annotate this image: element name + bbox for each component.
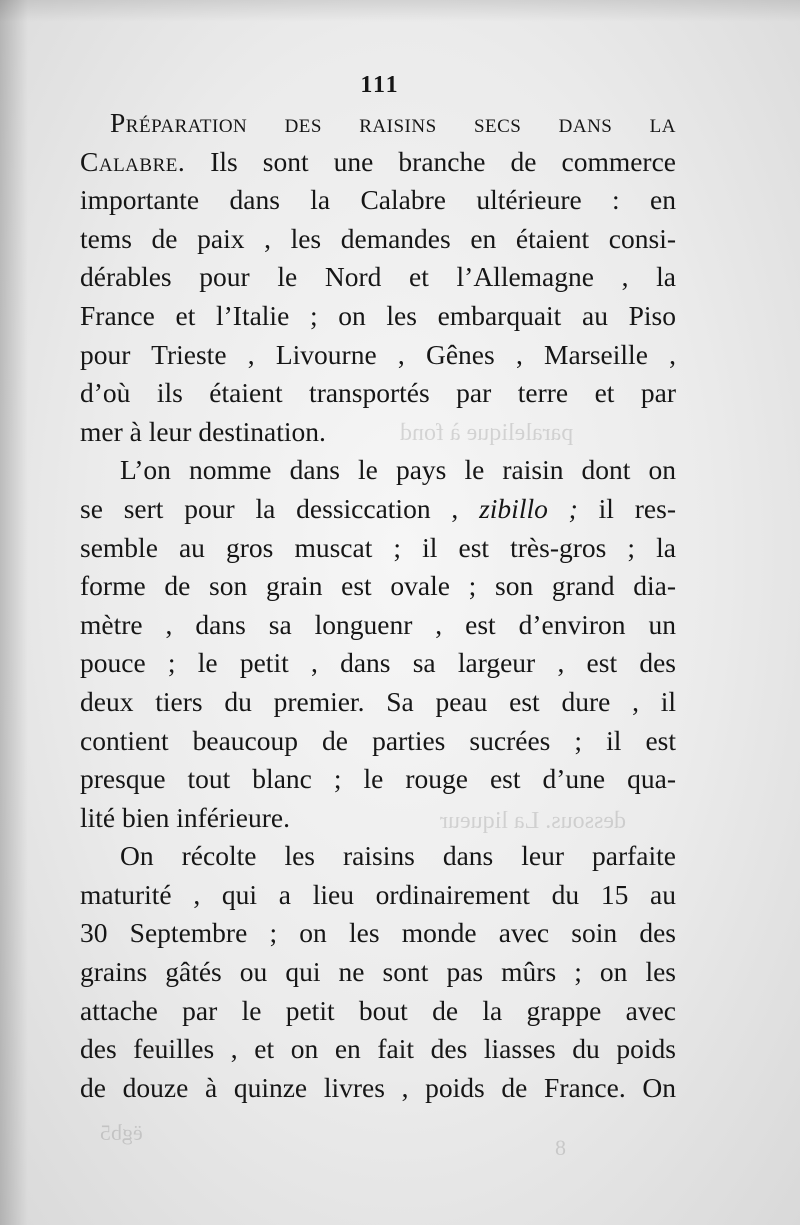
text-line: d’où ils étaient transportés par terre et par bbox=[80, 377, 676, 409]
text-line: dérables pour le Nord et l’Allemagne , la bbox=[80, 261, 676, 293]
text-run: se sert pour la dessiccation , bbox=[80, 492, 480, 524]
text-line: France et l’Italie ; on les embarquait au Piso bbox=[80, 299, 676, 331]
text-line: pour Trieste , Livourne , Gênes , Marseille , bbox=[80, 338, 676, 370]
text-line: L’on nomme dans le pays le raisin dont on bbox=[120, 454, 676, 486]
text-line: grains gâtés ou qui ne sont pas mûrs ; on les bbox=[80, 956, 676, 988]
page-top-shadow bbox=[0, 0, 800, 22]
text-line bbox=[80, 143, 676, 182]
text-line bbox=[80, 104, 676, 143]
page-edge-shadow bbox=[0, 0, 28, 1225]
text-line: des feuilles , et on en fait des liasses du poids bbox=[80, 1033, 676, 1065]
text-line: attache par le petit bout de la grappe avec bbox=[80, 994, 676, 1026]
text-line: maturité , qui a lieu ordinairement du 15 au bbox=[80, 878, 676, 910]
page-number: 111 bbox=[360, 72, 400, 98]
text-line: On récolte les raisins dans leur parfaite bbox=[120, 840, 676, 872]
body-text bbox=[80, 104, 676, 1107]
text-line: mer à leur destination. bbox=[80, 415, 326, 447]
text-line: contient beaucoup de parties sucrées ; il est bbox=[80, 724, 676, 756]
section-title: Calabre. bbox=[80, 145, 186, 177]
section-title: Préparation des raisins secs dans la bbox=[110, 107, 676, 138]
text-line: lité bien inférieure. bbox=[80, 801, 290, 833]
bleed-through-text: 8 bbox=[555, 1135, 566, 1160]
text-line bbox=[80, 490, 676, 529]
text-line: semble au gros muscat ; il est très-gros ; la bbox=[80, 531, 676, 563]
text-run: Ils sont une branche de commerce bbox=[185, 145, 676, 177]
text-line: pouce ; le petit , dans sa largeur , est des bbox=[80, 647, 676, 679]
text-line: forme de son grain est ovale ; son grand dia- bbox=[80, 570, 676, 602]
text-line: importante dans la Calabre ultérieure : en bbox=[80, 184, 676, 216]
text-line: tems de paix , les demandes en étaient consi- bbox=[80, 222, 676, 254]
bleed-through-text: dessous. La liqueur bbox=[440, 808, 626, 834]
bleed-through-text: paralelique à fond bbox=[400, 420, 574, 446]
italic-term: zibillo ; bbox=[479, 492, 578, 524]
text-run: il res- bbox=[577, 492, 676, 524]
text-line: mètre , dans sa longuenr , est d’environ un bbox=[80, 608, 676, 640]
bleed-through-text: ëgb5 bbox=[100, 1120, 143, 1145]
text-line: de douze à quinze livres , poids de France. On bbox=[80, 1071, 676, 1103]
text-line: presque tout blanc ; le rouge est d’une qua- bbox=[80, 763, 676, 795]
text-line: 30 Septembre ; on les monde avec soin des bbox=[80, 917, 676, 949]
text-line: deux tiers du premier. Sa peau est dure , il bbox=[80, 685, 676, 717]
